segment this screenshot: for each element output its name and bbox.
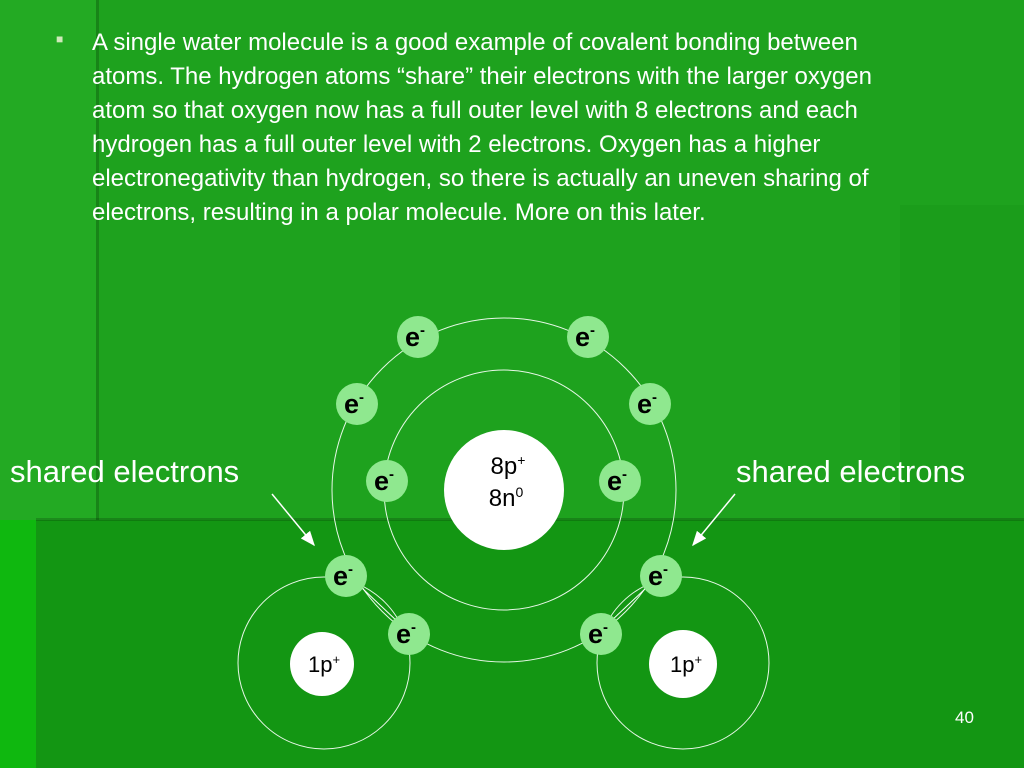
bond-line-right bbox=[610, 588, 646, 622]
electron-label: e- bbox=[587, 619, 609, 649]
oxygen-neutrons-label: $8n^0$ bbox=[488, 484, 524, 512]
oxygen-protons-label: 8p+ bbox=[490, 452, 526, 480]
arrow-right bbox=[693, 494, 735, 545]
hydrogen-right-label: 1p+ bbox=[669, 652, 703, 677]
electron-label: e- bbox=[606, 466, 628, 496]
electron bbox=[397, 316, 439, 358]
hydrogen-left-label: 1p+ bbox=[307, 652, 341, 677]
electron bbox=[366, 460, 408, 502]
bond-line-left bbox=[362, 588, 398, 622]
shared-electrons-label-left: shared electrons bbox=[10, 454, 240, 489]
electron bbox=[567, 316, 609, 358]
electron bbox=[580, 613, 622, 655]
bullet-icon: ■ bbox=[56, 32, 64, 46]
electron-label: e- bbox=[574, 322, 596, 352]
electron-label: e- bbox=[332, 561, 354, 591]
electron bbox=[640, 555, 682, 597]
electron bbox=[388, 613, 430, 655]
electron-label: e- bbox=[395, 619, 417, 649]
electron bbox=[629, 383, 671, 425]
electron bbox=[599, 460, 641, 502]
electron bbox=[325, 555, 367, 597]
electron-label: e- bbox=[373, 466, 395, 496]
electron-label: e- bbox=[404, 322, 426, 352]
slide-body-text: A single water molecule is a good example of covalent bonding between atoms. The hydrogen atoms “share” their electrons with the larger oxygen atom so that oxygen now has a full outer level with 8 electrons and each hydrogen has a full outer level with 2 electrons. Oxygen has a higher electronegativity than hydrogen, so there is actually an uneven sharing of electrons, resulting in a polar molecule. More on this later. bbox=[92, 29, 872, 226]
electron-label: e- bbox=[343, 389, 365, 419]
shared-electrons-label-right: shared electrons bbox=[736, 454, 966, 489]
arrow-left bbox=[272, 494, 314, 545]
electron-label: e- bbox=[636, 389, 658, 419]
electron-label: e- bbox=[647, 561, 669, 591]
electron bbox=[336, 383, 378, 425]
slide-number: 40 bbox=[955, 708, 974, 727]
